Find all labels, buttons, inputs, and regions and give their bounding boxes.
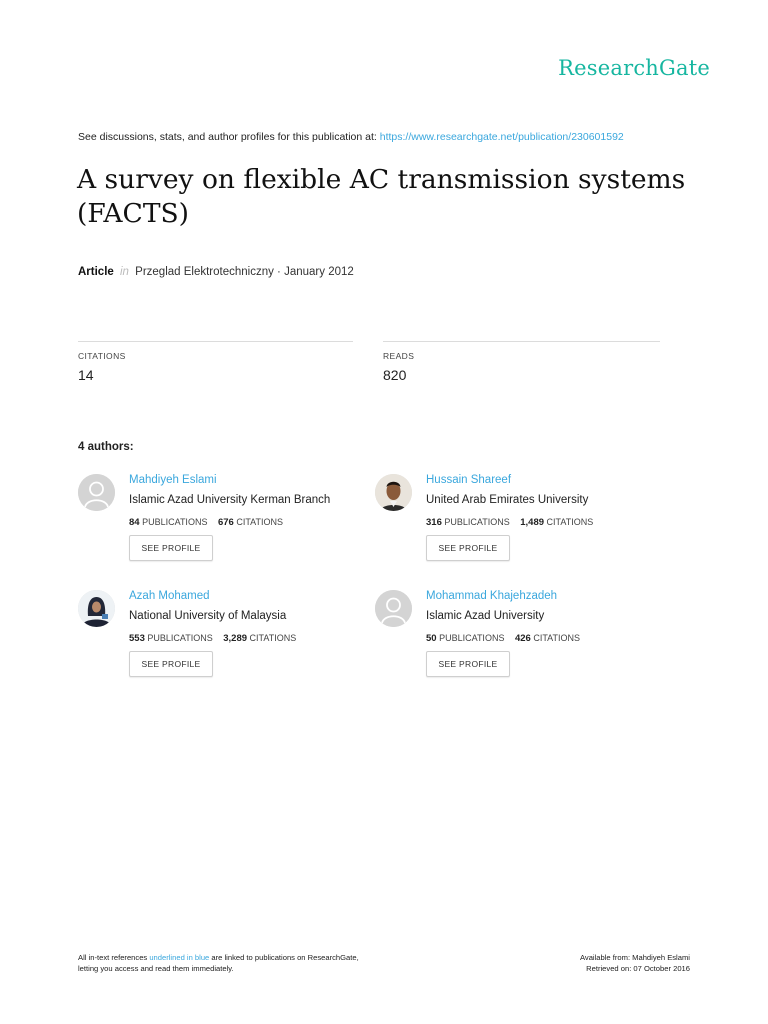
author-stats bbox=[129, 517, 283, 528]
citations-label: CITATIONS bbox=[249, 633, 297, 643]
citations-count: 676 bbox=[217, 517, 234, 528]
author-photo[interactable] bbox=[375, 474, 412, 511]
author-stats bbox=[129, 633, 296, 644]
author-institution: National University of Malaysia bbox=[129, 610, 287, 622]
article-type: Article bbox=[78, 266, 114, 278]
discussion-prefix: See discussions, stats, and author profiles for this publication at: bbox=[78, 131, 380, 143]
citations-count: 3,289 bbox=[223, 633, 248, 644]
available-from: Available from: Mahdiyeh Eslami bbox=[579, 953, 690, 962]
author-institution: Islamic Azad University Kerman Branch bbox=[129, 494, 331, 506]
author-institution: United Arab Emirates University bbox=[426, 494, 589, 506]
citations-count: 1,489 bbox=[520, 517, 545, 528]
publications-count: 84 bbox=[129, 517, 140, 528]
see-profile-button[interactable]: SEE PROFILE bbox=[426, 651, 510, 677]
citations-divider bbox=[78, 341, 353, 342]
publication-meta bbox=[78, 266, 354, 278]
author-card bbox=[375, 590, 675, 700]
see-profile-button[interactable]: SEE PROFILE bbox=[129, 651, 213, 677]
citations-label: CITATIONS bbox=[78, 351, 126, 361]
default-avatar-icon[interactable] bbox=[375, 590, 412, 627]
footer-line-1 bbox=[78, 952, 359, 963]
citations-label: CITATIONS bbox=[236, 517, 284, 527]
author-name-link[interactable]: Mahdiyeh Eslami bbox=[129, 474, 217, 486]
footer-text: All in-text references bbox=[78, 953, 150, 962]
footer-line-2: letting you access and read them immediately. bbox=[78, 964, 234, 973]
publication-url-link[interactable]: https://www.researchgate.net/publication/230601592 bbox=[379, 131, 624, 143]
see-profile-button[interactable]: SEE PROFILE bbox=[426, 535, 510, 561]
authors-heading: 4 authors: bbox=[78, 441, 134, 453]
reads-value: 820 bbox=[383, 367, 407, 383]
author-name-link[interactable]: Azah Mohamed bbox=[129, 590, 210, 602]
publications-label: PUBLICATIONS bbox=[439, 633, 505, 643]
journal-date: Przeglad Elektrotechniczny · January 2012 bbox=[135, 266, 354, 278]
reads-label: READS bbox=[383, 351, 415, 361]
publications-label: PUBLICATIONS bbox=[444, 517, 510, 527]
footer-text: are linked to publications on ResearchGate, bbox=[209, 953, 359, 962]
citations-label: CITATIONS bbox=[533, 633, 581, 643]
see-profile-button[interactable]: SEE PROFILE bbox=[129, 535, 213, 561]
publications-count: 316 bbox=[426, 517, 442, 528]
publications-count: 553 bbox=[129, 633, 145, 644]
discussion-line bbox=[78, 131, 624, 143]
footer-note bbox=[78, 952, 359, 974]
in-label: in bbox=[120, 266, 129, 278]
author-photo[interactable] bbox=[78, 590, 115, 627]
researchgate-logo[interactable]: ResearchGate bbox=[558, 56, 710, 80]
publications-label: PUBLICATIONS bbox=[147, 633, 213, 643]
author-stats bbox=[426, 633, 580, 644]
publication-title: A survey on flexible AC transmission systems (FACTS) bbox=[77, 164, 686, 229]
author-institution: Islamic Azad University bbox=[426, 610, 545, 622]
author-stats bbox=[426, 517, 593, 528]
underlined-in-blue-text: underlined in blue bbox=[149, 953, 210, 962]
citations-label: CITATIONS bbox=[546, 517, 594, 527]
retrieved-on: Retrieved on: 07 October 2016 bbox=[586, 964, 690, 973]
default-avatar-icon[interactable] bbox=[78, 474, 115, 511]
author-name-link[interactable]: Hussain Shareef bbox=[426, 474, 512, 486]
reads-divider bbox=[383, 341, 660, 342]
footer-availability bbox=[580, 952, 690, 974]
publications-label: PUBLICATIONS bbox=[142, 517, 208, 527]
citations-value: 14 bbox=[78, 367, 94, 383]
citations-count: 426 bbox=[514, 633, 531, 644]
author-card bbox=[375, 474, 675, 584]
publications-count: 50 bbox=[426, 633, 437, 644]
author-name-link[interactable]: Mohammad Khajehzadeh bbox=[426, 590, 558, 602]
author-card bbox=[78, 590, 378, 700]
author-card bbox=[78, 474, 378, 584]
